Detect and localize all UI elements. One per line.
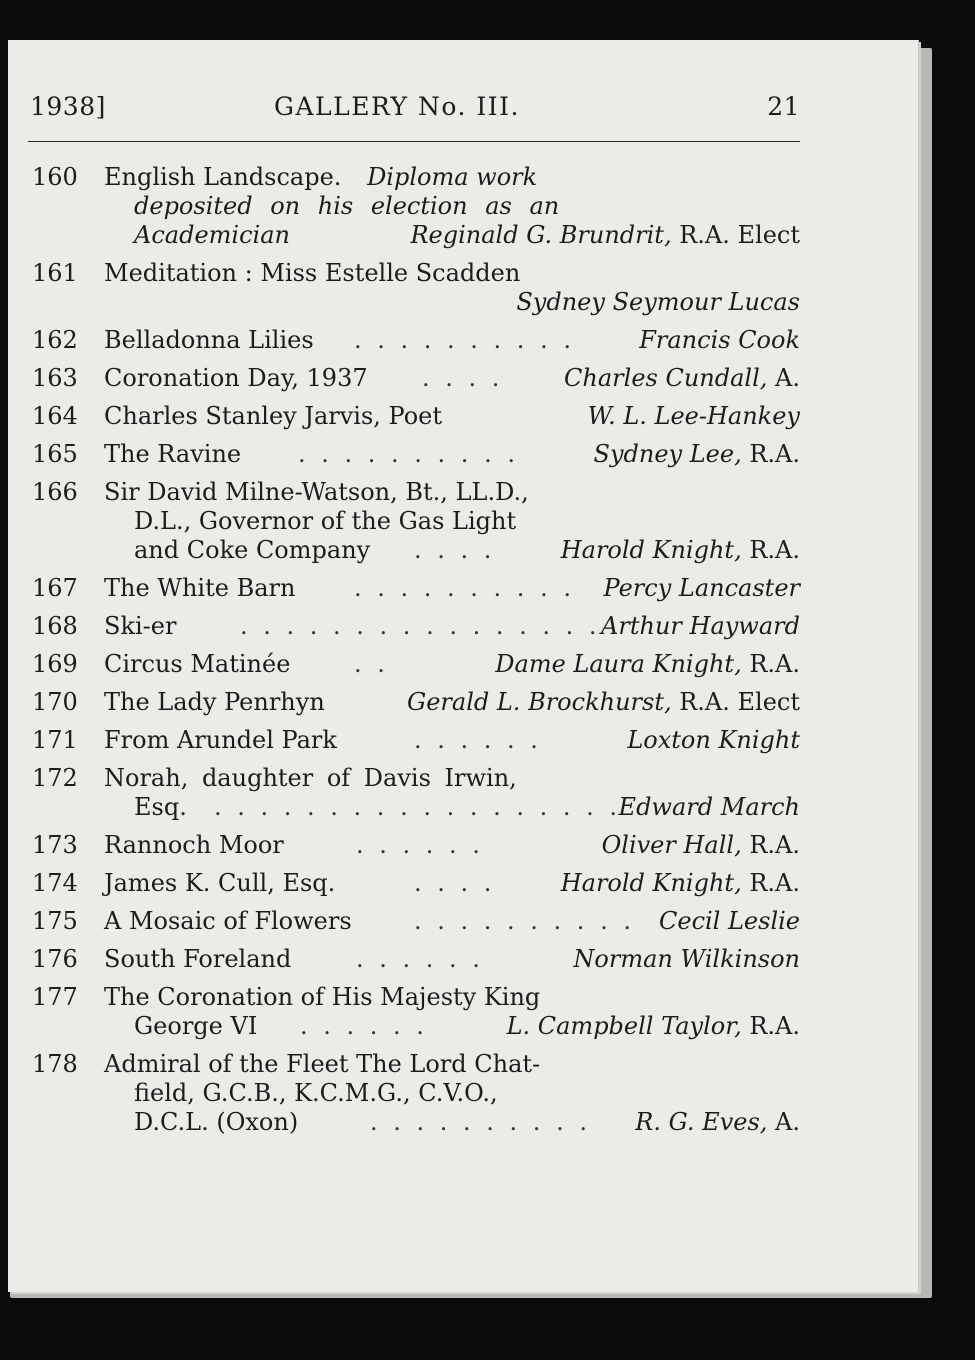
- entry-title: Coronation Day, 1937: [104, 364, 368, 392]
- entry-artist: Sydney Seymour Lucas: [516, 288, 800, 316]
- entry-artist: Cecil Leslie: [659, 907, 800, 935]
- entry-artist: Edward March: [618, 793, 800, 821]
- leader-dots: . . . . . .: [356, 831, 484, 859]
- leader-dots: . . . .: [414, 869, 496, 897]
- entry-number: 176: [32, 945, 78, 973]
- entry-title: Ski-er: [104, 612, 177, 640]
- leader-dots: . . . . . . . . . .: [370, 1108, 591, 1136]
- entry-number: 171: [32, 726, 78, 754]
- entry-title: Meditation : Miss Estelle Scadden: [104, 259, 521, 287]
- page-number: 21: [767, 92, 800, 121]
- catalogue-entry: [28, 364, 800, 393]
- entry-artist: Harold Knight, R.A.: [560, 869, 800, 897]
- catalogue-entry: [28, 831, 800, 860]
- entry-note: Diploma work: [367, 163, 538, 191]
- leader-dots: . . . . . . . . . .: [298, 440, 519, 468]
- catalogue-entry: [28, 764, 800, 822]
- leader-dots: . . . .: [422, 364, 504, 392]
- entry-number: 169: [32, 650, 78, 678]
- entry-number: 175: [32, 907, 78, 935]
- leader-dots: . . . . . . . . . . . . . . . .: [240, 612, 601, 640]
- catalogue-entry: [28, 612, 800, 641]
- entry-artist: Gerald L. Brockhurst, R.A. Elect: [407, 688, 800, 716]
- running-header: [30, 92, 800, 132]
- entry-title: James K. Cull, Esq.: [104, 869, 336, 897]
- entry-artist: R. G. Eves, A.: [635, 1108, 800, 1136]
- leader-dots: . . . . . .: [414, 726, 542, 754]
- entry-artist: W. L. Lee-Hankey: [587, 402, 800, 430]
- entry-artist: Harold Knight, R.A.: [560, 536, 800, 564]
- catalogue-entry: [28, 726, 800, 755]
- entry-title: Belladonna Lilies: [104, 326, 314, 354]
- entry-number: 160: [32, 163, 78, 191]
- leader-dots: . .: [354, 650, 389, 678]
- catalogue-entry: [28, 163, 800, 250]
- entry-number: 163: [32, 364, 78, 392]
- catalogue-entry: [28, 574, 800, 603]
- header-rule: [28, 141, 800, 142]
- leader-dots: . . . . . . . . . .: [354, 326, 575, 354]
- entry-artist: Francis Cook: [639, 326, 800, 354]
- entry-title: D.L., Governor of the Gas Light: [134, 507, 517, 535]
- catalogue-entry: [28, 688, 800, 717]
- entry-title: and Coke Company: [134, 536, 371, 564]
- catalogue-entry: [28, 983, 800, 1041]
- entry-title: Sir David Milne-Watson, Bt., LL.D.,: [104, 478, 529, 506]
- entry-artist: Sydney Lee, R.A.: [593, 440, 800, 468]
- leader-dots: . . . . . .: [356, 945, 484, 973]
- header-title: GALLERY No. III.: [274, 92, 520, 121]
- entry-number: 166: [32, 478, 78, 506]
- entry-title: The Ravine: [104, 440, 242, 468]
- entry-number: 178: [32, 1050, 78, 1078]
- entry-artist: Norman Wilkinson: [573, 945, 800, 973]
- entry-artist: Percy Lancaster: [603, 574, 800, 602]
- catalogue-entry: [28, 440, 800, 469]
- entry-title: George VI: [134, 1012, 258, 1040]
- entry-artist: Arthur Hayward: [601, 612, 800, 640]
- entry-note: Academician: [134, 221, 290, 249]
- catalogue-entry: [28, 650, 800, 679]
- catalogue-entry: [28, 907, 800, 936]
- entry-number: 167: [32, 574, 78, 602]
- entry-artist: Oliver Hall, R.A.: [601, 831, 800, 859]
- entry-title: South Foreland: [104, 945, 292, 973]
- entry-number: 172: [32, 764, 78, 792]
- entry-number: 174: [32, 869, 78, 897]
- entry-number: 168: [32, 612, 78, 640]
- entry-title: A Mosaic of Flowers: [104, 907, 352, 935]
- entry-number: 165: [32, 440, 78, 468]
- entry-number: 161: [32, 259, 78, 287]
- entry-title: The White Barn: [104, 574, 296, 602]
- entry-artist: Dame Laura Knight, R.A.: [495, 650, 800, 678]
- entry-list: [28, 163, 800, 1146]
- entry-artist: Loxton Knight: [627, 726, 800, 754]
- leader-dots: . . . .: [414, 536, 496, 564]
- catalogue-entry: [28, 478, 800, 565]
- entry-number: 164: [32, 402, 78, 430]
- entry-artist: Charles Cundall, A.: [564, 364, 800, 392]
- entry-title: Circus Matinée: [104, 650, 291, 678]
- entry-title: Admiral of the Fleet The Lord Chat-: [104, 1050, 541, 1078]
- entry-title: Rannoch Moor: [104, 831, 284, 859]
- entry-title: From Arundel Park: [104, 726, 337, 754]
- entry-title: Esq.: [134, 793, 187, 821]
- catalogue-entry: [28, 326, 800, 355]
- entry-number: 162: [32, 326, 78, 354]
- entry-title: field, G.C.B., K.C.M.G., C.V.O.,: [134, 1079, 498, 1107]
- catalogue-entry: [28, 402, 800, 431]
- entry-title: D.C.L. (Oxon): [134, 1108, 299, 1136]
- entry-title: The Coronation of His Majesty King: [104, 983, 541, 1011]
- entry-title: The Lady Penrhyn: [104, 688, 325, 716]
- leader-dots: . . . . . .: [300, 1012, 428, 1040]
- entry-title: English Landscape.: [104, 163, 342, 191]
- entry-number: 170: [32, 688, 78, 716]
- entry-artist: L. Campbell Taylor, R.A.: [506, 1012, 800, 1040]
- entry-title: Charles Stanley Jarvis, Poet: [104, 402, 443, 430]
- header-year: 1938]: [30, 92, 106, 121]
- catalogue-entry: [28, 945, 800, 974]
- entry-number: 177: [32, 983, 78, 1011]
- leader-dots: . . . . . . . . . . . . . . . . . .: [214, 793, 622, 821]
- entry-number: 173: [32, 831, 78, 859]
- entry-note: deposited on his election as an: [134, 192, 560, 220]
- entry-title: Norah, daughter of Davis Irwin,: [104, 764, 517, 792]
- catalogue-entry: [28, 1050, 800, 1137]
- catalogue-entry: [28, 259, 800, 317]
- entry-artist: Reginald G. Brundrit, R.A. Elect: [410, 221, 800, 249]
- leader-dots: . . . . . . . . . .: [354, 574, 575, 602]
- catalogue-entry: [28, 869, 800, 898]
- leader-dots: . . . . . . . . . .: [414, 907, 635, 935]
